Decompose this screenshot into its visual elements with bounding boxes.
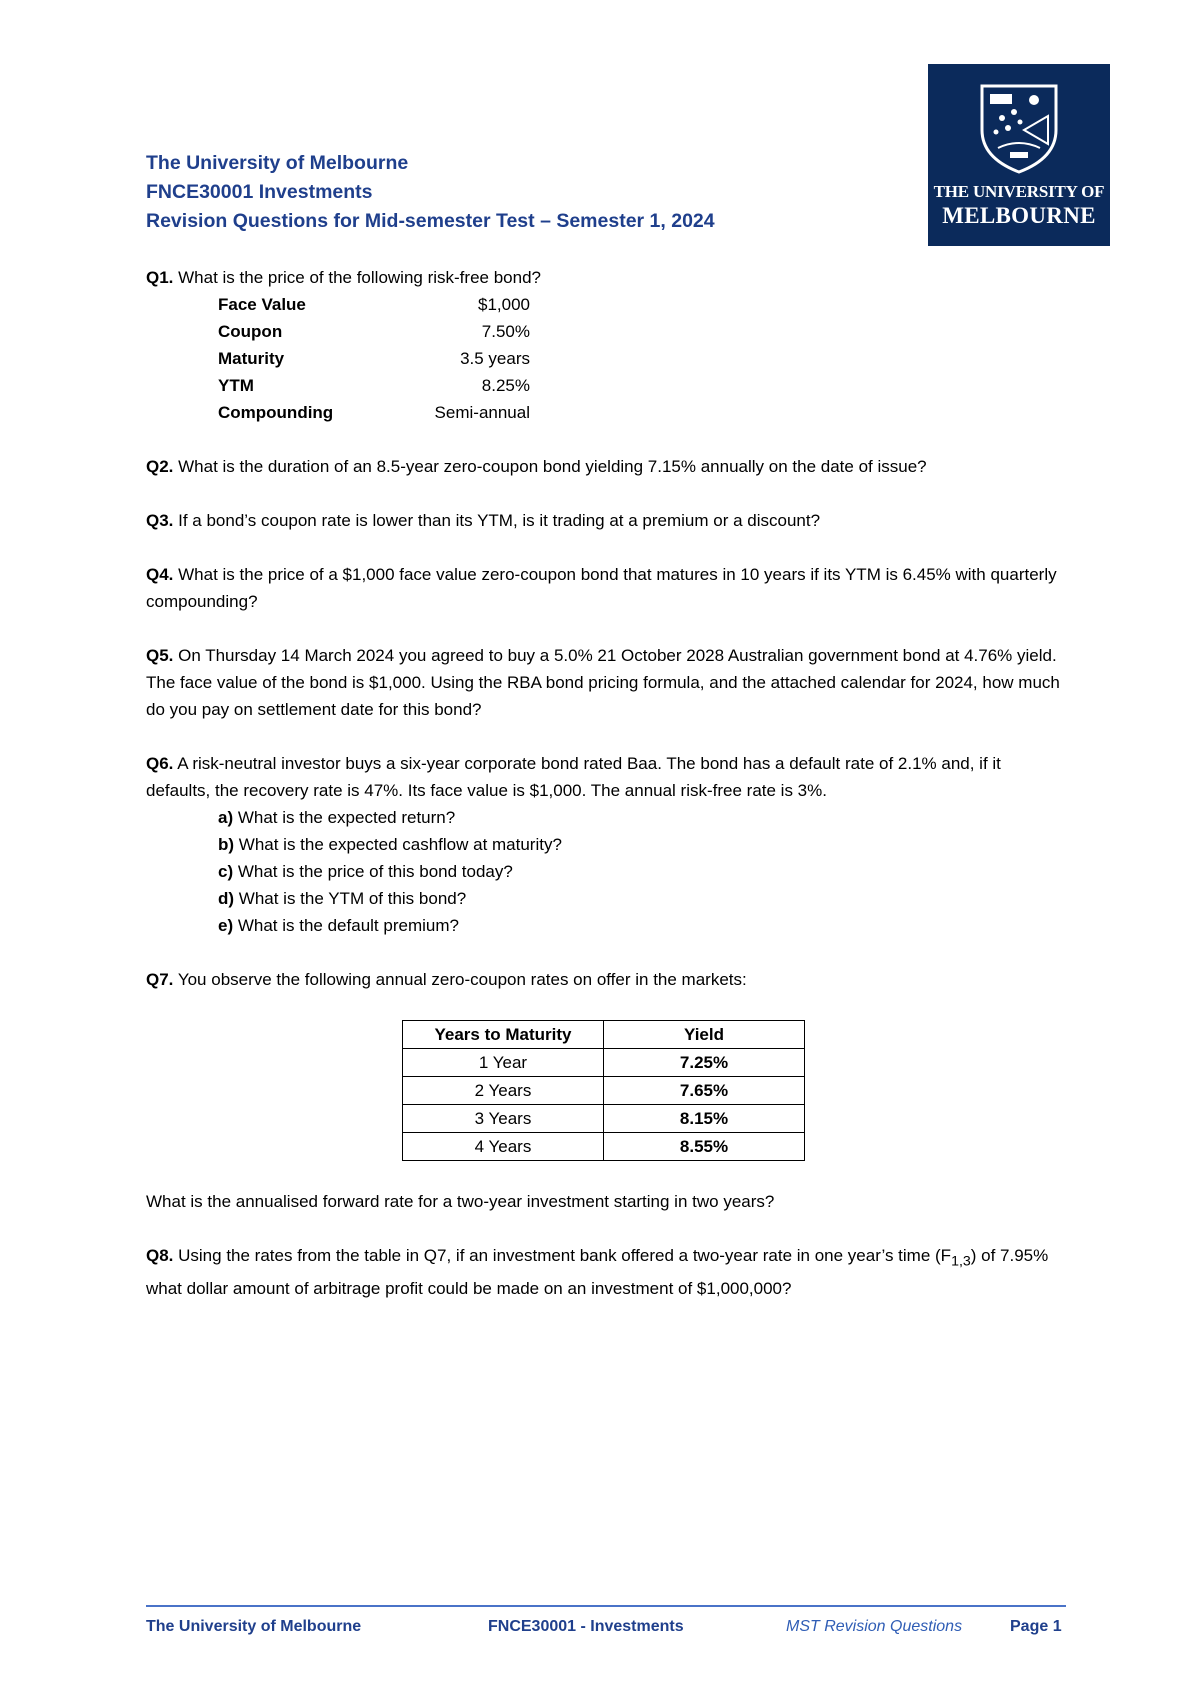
university-crest-icon <box>978 82 1060 174</box>
document-header <box>146 149 715 236</box>
bond-value: $1,000 <box>478 295 530 314</box>
table-row <box>218 345 530 372</box>
bond-value: 8.25% <box>481 376 530 395</box>
sub-question-label: c) <box>218 862 234 881</box>
question-5 <box>146 642 1066 723</box>
footer-university: The University of Melbourne <box>146 1618 362 1635</box>
question-7-followup: What is the annualised forward rate for a two-year investment starting in two years? <box>146 1192 775 1211</box>
university-logo <box>928 64 1110 246</box>
sub-question-text: What is the default premium? <box>233 916 459 935</box>
sub-question-text: What is the expected return? <box>233 808 456 827</box>
question-number: Q5. <box>146 646 174 665</box>
table-row <box>403 1133 805 1161</box>
yield-cell: 8.15% <box>604 1105 805 1133</box>
yield-cell: 7.65% <box>604 1077 805 1105</box>
footer-divider <box>146 1605 1066 1607</box>
question-8 <box>146 1242 1066 1302</box>
bond-value: 7.50% <box>481 322 530 341</box>
logo-text-line2: MELBOURNE <box>942 203 1096 228</box>
question-text: On Thursday 14 March 2024 you agreed to buy a 5.0% 21 October 2028 Australian government bond at 4.76% yield. The face value of the bond is $1,000. Using the RBA bond pricing formula, and the attached calendar for 2024, how much do you pay on settlement date for this bond? <box>146 646 1060 719</box>
table-row <box>218 318 530 345</box>
table-row <box>218 291 530 318</box>
column-header-yield: Yield <box>604 1021 805 1049</box>
questions <box>146 264 1066 1329</box>
sub-question-text: What is the expected cashflow at maturity? <box>234 835 562 854</box>
zero-coupon-rates-table <box>402 1020 805 1161</box>
table-header-row <box>403 1021 805 1049</box>
footer-page-number: Page 1 <box>1010 1618 1062 1635</box>
question-3 <box>146 507 1066 534</box>
question-number: Q2. <box>146 457 174 476</box>
bond-value: 3.5 years <box>460 349 530 368</box>
question-number: Q4. <box>146 565 174 584</box>
zero-coupon-rates-table-wrap <box>146 1020 1066 1161</box>
sub-question-text: What is the YTM of this bond? <box>234 889 467 908</box>
maturity-cell: 3 Years <box>403 1105 604 1133</box>
question-number: Q8. <box>146 1246 174 1265</box>
sub-question-label: a) <box>218 808 234 827</box>
yield-cell: 7.25% <box>604 1049 805 1077</box>
sub-question-label: d) <box>218 889 235 908</box>
question-6 <box>146 750 1066 939</box>
sub-question-label: e) <box>218 916 234 935</box>
column-header-maturity: Years to Maturity <box>403 1021 604 1049</box>
question-text: You observe the following annual zero-coupon rates on offer in the markets: <box>173 970 747 989</box>
sub-question <box>218 831 1066 858</box>
sub-question <box>218 804 1066 831</box>
bond-label: YTM <box>218 376 254 395</box>
bond-label: Compounding <box>218 403 334 422</box>
question-2 <box>146 453 1066 480</box>
table-row <box>403 1105 805 1133</box>
question-4 <box>146 561 1066 615</box>
table-row <box>218 372 530 399</box>
footer-subject: FNCE30001 - Investments <box>488 1618 684 1635</box>
question-text-part1: Using the rates from the table in Q7, if an investment bank offered a two-year rate in one year’s time (F <box>173 1246 952 1265</box>
question-text: A risk-neutral investor buys a six-year corporate bond rated Baa. The bond has a default rate of 2.1% and, if it defaults, the recovery rate is 47%. Its face value is $1,000. The annual risk-free rate is 3%. <box>146 754 1001 800</box>
question-text-part2: ) of 7.95% what dollar amount of arbitrage profit could be made on an investment of $1,000,000? <box>146 1246 1049 1299</box>
forward-rate-subscript: 1,3 <box>951 1253 971 1270</box>
header-subject: FNCE30001 Investments <box>146 181 373 203</box>
question-number: Q6. <box>146 754 174 773</box>
maturity-cell: 4 Years <box>403 1133 604 1161</box>
question-number: Q7. <box>146 970 174 989</box>
question-7 <box>146 966 1066 993</box>
bond-label: Maturity <box>218 349 285 368</box>
table-row <box>403 1049 805 1077</box>
maturity-cell: 1 Year <box>403 1049 604 1077</box>
bond-label: Face Value <box>218 295 306 314</box>
question-number: Q3. <box>146 511 174 530</box>
sub-question <box>218 885 1066 912</box>
sub-question-text: What is the price of this bond today? <box>233 862 513 881</box>
question-text: If a bond’s coupon rate is lower than its YTM, is it trading at a premium or a discount? <box>173 511 821 530</box>
sub-questions <box>218 804 1066 939</box>
sub-question-label: b) <box>218 835 235 854</box>
logo-text-line1: THE UNIVERSITY OF <box>933 182 1105 201</box>
question-number: Q1. <box>146 268 174 287</box>
table-row <box>218 399 530 426</box>
footer-document-title: MST Revision Questions <box>786 1618 963 1635</box>
question-1 <box>146 264 1066 426</box>
table-row <box>403 1077 805 1105</box>
header-university: The University of Melbourne <box>146 152 409 174</box>
maturity-cell: 2 Years <box>403 1077 604 1105</box>
sub-question <box>218 912 1066 939</box>
question-text: What is the price of the following risk-free bond? <box>173 268 541 287</box>
bond-details-table <box>218 291 530 426</box>
bond-label: Coupon <box>218 322 283 341</box>
header-title: Revision Questions for Mid-semester Test – Semester 1, 2024 <box>146 210 715 232</box>
bond-value: Semi-annual <box>434 403 530 422</box>
sub-question <box>218 858 1066 885</box>
question-text: What is the duration of an 8.5-year zero-coupon bond yielding 7.15% annually on the date of issue? <box>173 457 927 476</box>
yield-cell: 8.55% <box>604 1133 805 1161</box>
question-text: What is the price of a $1,000 face value zero-coupon bond that matures in 10 years if its YTM is 6.45% with quarterly compounding? <box>146 565 1057 611</box>
